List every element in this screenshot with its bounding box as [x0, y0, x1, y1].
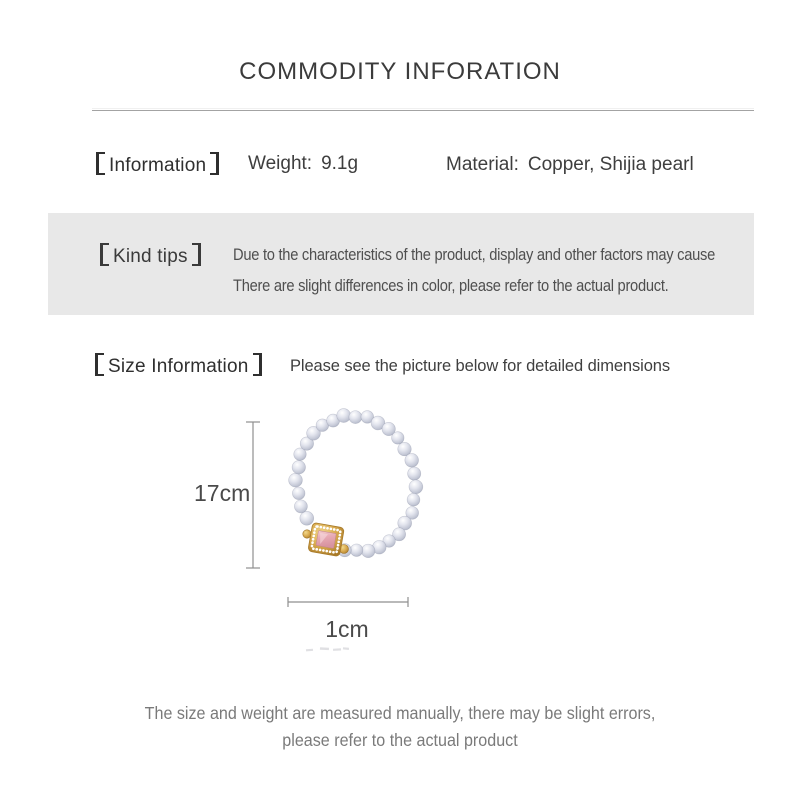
height-dimension-label: 17cm [194, 480, 251, 506]
left-lenticular-bracket [95, 353, 104, 376]
pearl-bead [337, 409, 351, 423]
information-label [96, 152, 219, 177]
weight-value: 9.1g [321, 153, 359, 174]
material-field [446, 154, 694, 176]
pearl-bead [405, 453, 419, 467]
pearl-bead [292, 461, 305, 474]
kind-tips-line2: There are slight differences in color, please refer to the actual product. [233, 277, 669, 295]
pearl-bead [300, 511, 314, 525]
information-label-text: Information [109, 155, 207, 176]
left-lenticular-bracket [96, 152, 105, 175]
pearl-bead [292, 487, 305, 500]
dimension-lines [246, 422, 408, 607]
material-value: Copper, Shijia pearl [527, 154, 694, 175]
page-title: COMMODITY INFORATION [239, 58, 561, 85]
pearl-bead [289, 473, 303, 487]
pearl-bead [392, 432, 405, 445]
pearl-bead [349, 411, 362, 424]
size-information-label-text: Size Information [108, 356, 249, 377]
kind-tips-line1: Due to the characteristics of the product, display and other factors may cause [233, 246, 715, 264]
kind-tips-label [100, 243, 201, 268]
pearl-bead [407, 493, 420, 506]
right-lenticular-bracket [192, 243, 201, 266]
footer-note [32, 700, 768, 754]
right-lenticular-bracket [253, 353, 262, 376]
information-row [0, 152, 800, 178]
material-label: Material: [446, 154, 519, 175]
kind-tips-label-text: Kind tips [113, 246, 188, 267]
weight-field [248, 153, 358, 175]
pearl-bead [408, 467, 421, 480]
pearl-bead [350, 544, 363, 557]
footer-line2: please refer to the actual product [282, 730, 518, 750]
pearl-bead [361, 544, 375, 558]
left-lenticular-bracket [100, 243, 109, 266]
title-divider [92, 110, 754, 111]
right-lenticular-bracket [210, 152, 219, 175]
kind-tips-box [48, 213, 754, 315]
pearl-bead [409, 480, 423, 494]
pink-square-charm [308, 522, 345, 556]
kind-tips-text [233, 240, 715, 302]
pearl-bead [294, 500, 307, 513]
footer-line1: The size and weight are measured manually, there may be slight errors, [144, 703, 656, 723]
size-information-label [95, 353, 262, 378]
size-description: Please see the picture below for detailed dimensions [290, 357, 671, 375]
size-information-row [0, 353, 800, 379]
weight-label: Weight: [248, 153, 313, 174]
cropped-text-remnant [306, 647, 349, 651]
width-dimension-label: 1cm [325, 616, 369, 642]
